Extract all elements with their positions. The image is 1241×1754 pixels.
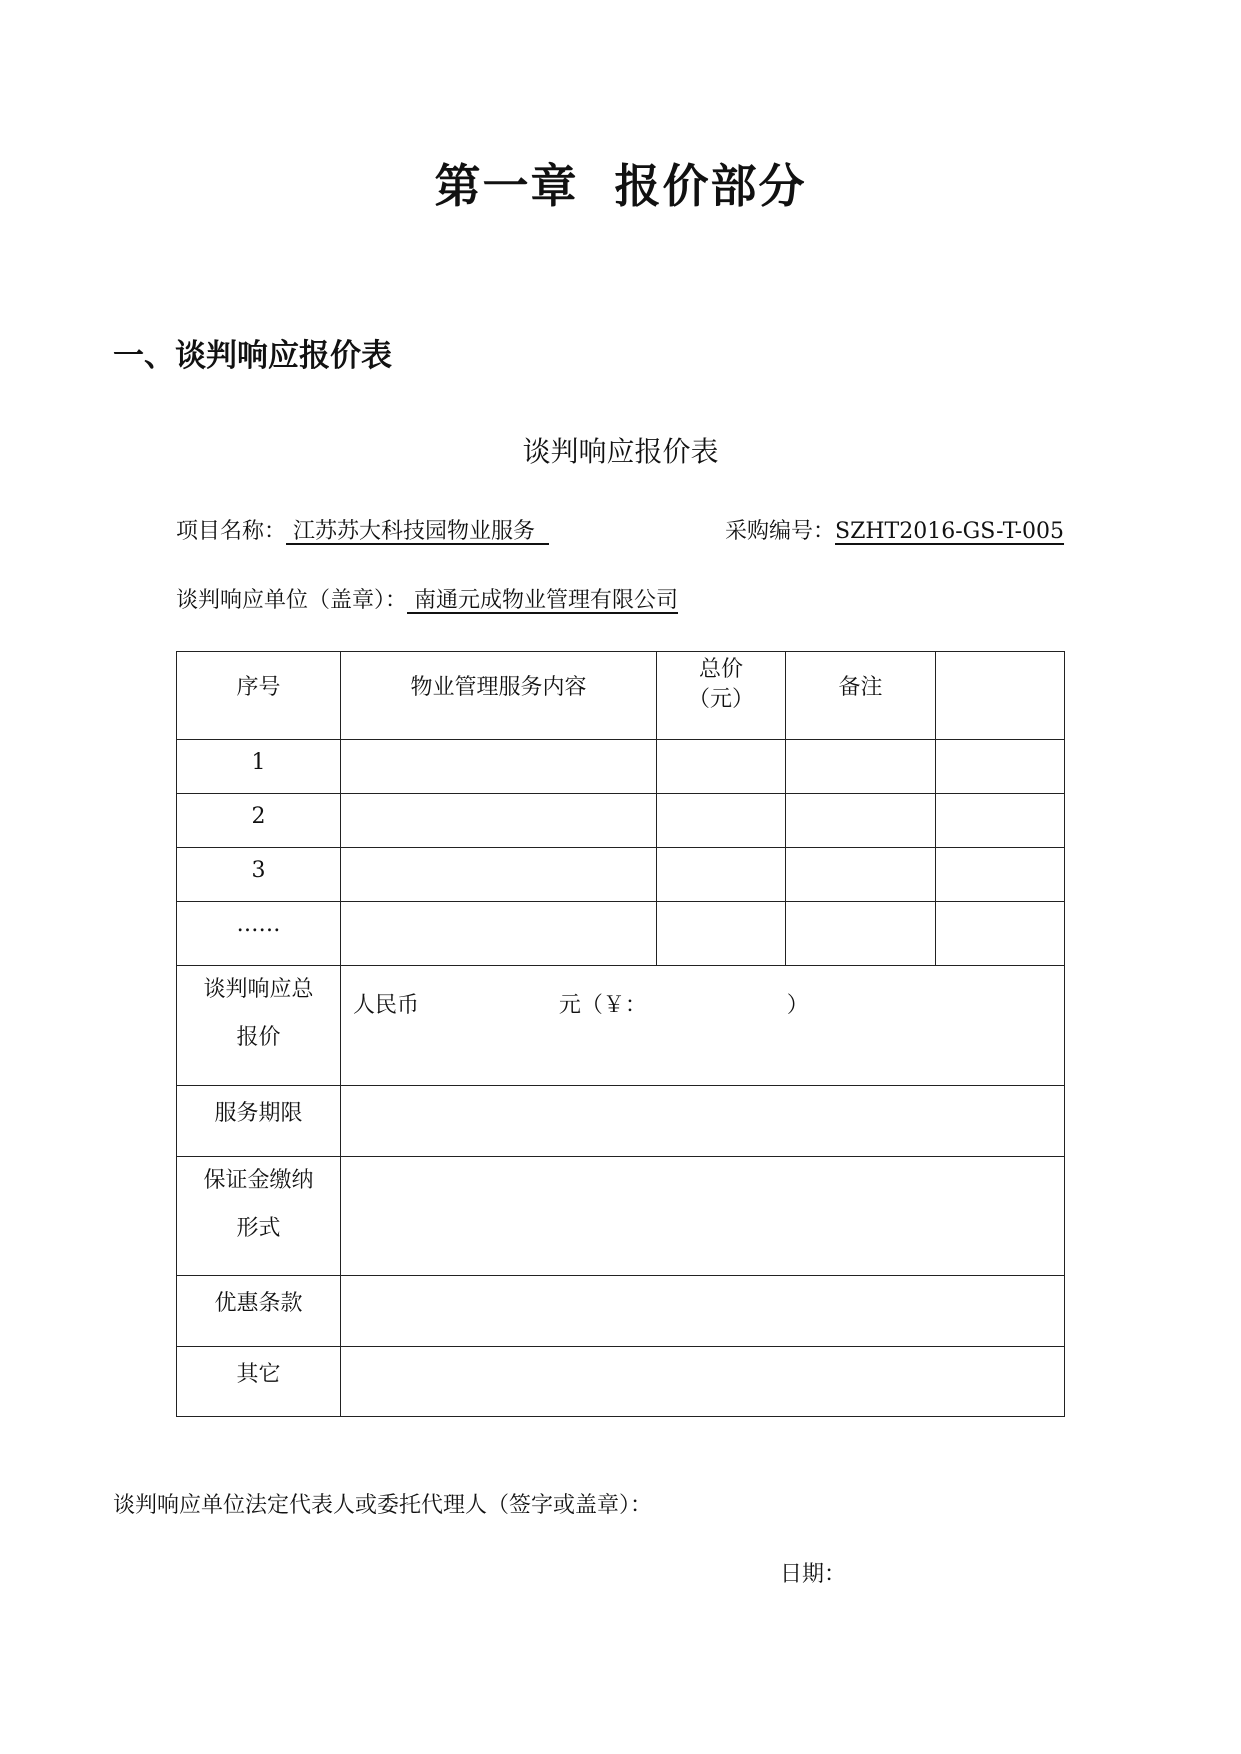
- table-caption: 谈判响应报价表: [522, 435, 719, 468]
- bidder-label: 谈判响应单位（盖章）：: [176, 588, 408, 613]
- procurement-code-line: [725, 514, 1064, 545]
- total-quote-label-line2: 报价: [236, 1025, 281, 1050]
- row-service-cell[interactable]: [341, 848, 657, 902]
- deposit-row: [177, 1157, 1065, 1276]
- header-total-price: [657, 652, 786, 740]
- deposit-label: [177, 1157, 341, 1276]
- row-remarks-cell[interactable]: [786, 902, 936, 966]
- table-row: [177, 848, 1065, 902]
- discount-value[interactable]: [341, 1276, 1065, 1347]
- row-index: ……: [177, 902, 341, 966]
- total-quote-label: [177, 966, 341, 1086]
- project-name-value: 江苏苏大科技园物业服务: [286, 519, 549, 544]
- procurement-code-label: 采购编号：: [725, 519, 836, 544]
- row-blank-cell[interactable]: [936, 740, 1065, 794]
- header-remarks: 备注: [786, 652, 936, 740]
- row-remarks-cell[interactable]: [786, 740, 936, 794]
- section-heading: 一、谈判响应报价表: [113, 338, 392, 374]
- header-total-price-line2: （元）: [687, 687, 754, 712]
- chapter-title: 第一章 报价部分: [434, 159, 807, 213]
- project-name-line: [176, 514, 549, 545]
- row-service-cell[interactable]: [341, 740, 657, 794]
- quotation-table: [176, 651, 1065, 1417]
- deposit-label-line2: 形式: [236, 1216, 281, 1241]
- header-total-price-line1: 总价: [698, 657, 743, 682]
- other-label: 其它: [177, 1347, 341, 1417]
- discount-label: 优惠条款: [177, 1276, 341, 1347]
- row-service-cell[interactable]: [341, 902, 657, 966]
- header-service-content: 物业管理服务内容: [341, 652, 657, 740]
- procurement-code-value: SZHT2016-GS-T-005: [835, 519, 1065, 544]
- row-service-cell[interactable]: [341, 794, 657, 848]
- signature-label: 谈判响应单位法定代表人或委托代理人（签字或盖章）：: [113, 1493, 653, 1518]
- bidder-value: 南通元成物业管理有限公司: [407, 588, 679, 613]
- service-period-value[interactable]: [341, 1086, 1065, 1157]
- date-label: 日期：: [780, 1562, 847, 1587]
- deposit-label-line1: 保证金缴纳: [203, 1168, 314, 1193]
- table-row: [177, 902, 1065, 966]
- row-total-cell[interactable]: [657, 794, 786, 848]
- row-index: 3: [177, 848, 341, 902]
- table-header-row: [177, 652, 1065, 740]
- header-blank: [936, 652, 1065, 740]
- row-blank-cell[interactable]: [936, 794, 1065, 848]
- row-remarks-cell[interactable]: [786, 848, 936, 902]
- row-total-cell[interactable]: [657, 848, 786, 902]
- row-blank-cell[interactable]: [936, 902, 1065, 966]
- discount-row: [177, 1276, 1065, 1347]
- bidder-line: [176, 583, 678, 614]
- table-row: [177, 740, 1065, 794]
- other-value[interactable]: [341, 1347, 1065, 1417]
- deposit-value[interactable]: [341, 1157, 1065, 1276]
- service-period-label: 服务期限: [177, 1086, 341, 1157]
- other-row: [177, 1347, 1065, 1417]
- row-total-cell[interactable]: [657, 740, 786, 794]
- total-quote-label-line1: 谈判响应总: [203, 977, 314, 1002]
- row-blank-cell[interactable]: [936, 848, 1065, 902]
- service-period-row: [177, 1086, 1065, 1157]
- project-name-label: 项目名称：: [176, 519, 287, 544]
- row-index: 2: [177, 794, 341, 848]
- row-remarks-cell[interactable]: [786, 794, 936, 848]
- row-total-cell[interactable]: [657, 902, 786, 966]
- total-quote-row: [177, 966, 1065, 1086]
- table-row: [177, 794, 1065, 848]
- total-quote-value[interactable]: 人民币 元（￥： ）: [341, 966, 1065, 1086]
- row-index: 1: [177, 740, 341, 794]
- header-index: 序号: [177, 652, 341, 740]
